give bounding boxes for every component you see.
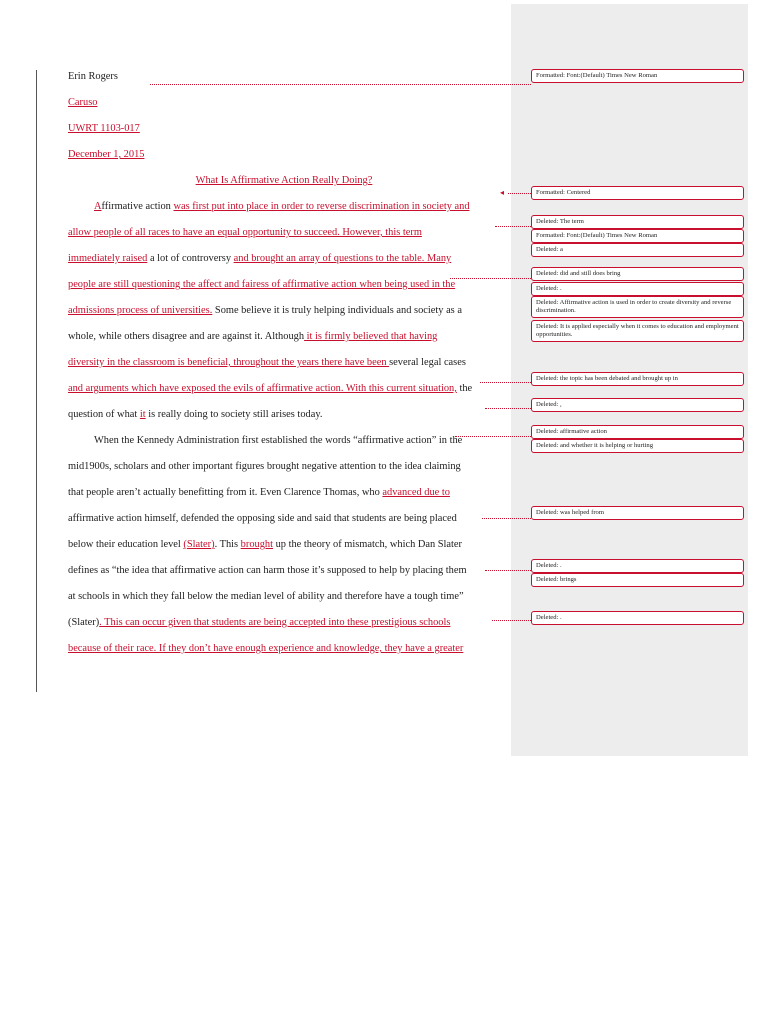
inserted-text: people are still questioning the affect and fairess of affirmative action when being used in the: [68, 279, 456, 290]
comment-label: Deleted:: [536, 285, 559, 292]
comment-text: was helped from: [560, 509, 604, 516]
comment-text: .: [560, 562, 562, 569]
comment-label: Formatted:: [536, 72, 565, 79]
text-run: a lot of controversy: [147, 253, 234, 264]
paragraph-line[interactable]: [68, 586, 500, 612]
paragraph-line[interactable]: [68, 560, 500, 586]
text-run: question of what: [68, 409, 140, 420]
comment-label: Deleted:: [536, 428, 559, 435]
comment-label: Formatted:: [536, 189, 565, 196]
document-body[interactable]: [68, 66, 500, 664]
inserted-text: UWRT 1103-017: [68, 123, 140, 134]
comment-text: The term: [559, 218, 584, 225]
text-run: that people aren’t actually benefitting from it. Even Clarence Thomas, who: [68, 487, 383, 498]
comment-balloon[interactable]: [531, 398, 744, 412]
comment-label: Deleted:: [536, 375, 559, 382]
comment-leader-line: [455, 436, 531, 437]
comment-text: ,: [560, 401, 562, 408]
text-run: Some believe it is truly helping individuals and society as a: [212, 305, 462, 316]
paragraph-line[interactable]: [68, 326, 500, 352]
comment-text: a: [560, 246, 563, 253]
comment-balloon[interactable]: [531, 243, 744, 257]
text-run: below their education level: [68, 539, 184, 550]
text-run: several legal cases: [389, 357, 466, 368]
comment-balloon[interactable]: [531, 296, 744, 318]
comment-label: Deleted:: [536, 218, 559, 225]
comment-leader-line: [495, 226, 531, 227]
inserted-text: because of their race. If they don’t have enough experience and knowledge, they have a greater: [68, 643, 464, 654]
inserted-text: advanced due to: [382, 487, 450, 498]
paragraph-line[interactable]: [68, 482, 500, 508]
comment-label: Formatted:: [536, 232, 565, 239]
inserted-text: (Slater): [183, 539, 215, 550]
course-line[interactable]: [68, 118, 500, 144]
paragraph-line[interactable]: [68, 404, 500, 430]
comment-balloon[interactable]: [531, 425, 744, 439]
comment-balloon[interactable]: [531, 186, 744, 200]
text-run: is really doing to society still arises today.: [145, 409, 323, 420]
inserted-text: A: [94, 201, 102, 212]
leader-arrow-icon: ◂: [500, 188, 505, 197]
text-run: at schools in which they fall below the median level of ability and therefore have a tough time”: [68, 591, 464, 602]
comment-text: .: [560, 614, 562, 621]
text-run: ffirmative action: [101, 201, 174, 212]
comment-leader-line: [482, 518, 531, 519]
comment-label: Deleted:: [536, 562, 559, 569]
comment-balloon[interactable]: [531, 573, 744, 587]
comment-balloon[interactable]: [531, 439, 744, 453]
comment-text: Affirmative action is used in order to create diversity and reverse discrimination.: [536, 299, 732, 314]
text-run: When the Kennedy Administration first established the words “affirmative action” in the: [94, 435, 463, 446]
comment-balloon[interactable]: [531, 559, 744, 573]
inserted-text: and arguments which have exposed the evils of affirmative action. With this current situation,: [68, 383, 457, 394]
comment-balloon[interactable]: [531, 282, 744, 296]
inserted-text: Caruso: [68, 97, 98, 108]
comment-label: Deleted:: [536, 614, 559, 621]
comment-text: Font:(Default) Times New Roman: [566, 72, 658, 79]
comment-leader-line: [508, 193, 531, 194]
inserted-text: December 1, 2015: [68, 149, 145, 160]
paragraph-line[interactable]: [68, 222, 500, 248]
text-run: (Slater): [68, 617, 100, 628]
inserted-text: and brought an array of questions to the table. Many: [233, 253, 452, 264]
instructor-line[interactable]: [68, 92, 500, 118]
text-run: defines as “the idea that affirmative action can harm those it’s supposed to help by placing them: [68, 565, 467, 576]
text-run: up the theory of mismatch, which Dan Slater: [273, 539, 463, 550]
change-bar: [36, 70, 37, 692]
comment-leader-line: [485, 570, 531, 571]
comment-leader-line: [450, 278, 531, 279]
comment-leader-line: [480, 382, 531, 383]
text-run: the: [456, 383, 473, 394]
text-run: Erin Rogers: [68, 71, 118, 82]
comment-balloon[interactable]: [531, 267, 744, 281]
paragraph-line[interactable]: [68, 300, 500, 326]
comment-label: Deleted:: [536, 576, 559, 583]
inserted-text: admissions process of universities.: [68, 305, 213, 316]
comment-label: Deleted:: [536, 299, 559, 306]
inserted-text: it is firmly believed that having: [304, 331, 438, 342]
inserted-text: What Is Affirmative Action Really Doing?: [195, 175, 373, 186]
comment-balloon[interactable]: [531, 611, 744, 625]
text-run: whole, while others disagree and are against it. Although: [68, 331, 305, 342]
comment-text: brings: [560, 576, 577, 583]
comment-text: affirmative action: [560, 428, 607, 435]
inserted-text: brought: [240, 539, 273, 550]
comment-leader-line: [492, 620, 531, 621]
comment-label: Deleted:: [536, 323, 559, 330]
inserted-text: . This can occur given that students are being accepted into these prestigious schools: [99, 617, 451, 628]
inserted-text: it: [139, 409, 146, 420]
document-title[interactable]: [68, 170, 500, 196]
comment-text: and whether it is helping or hurting: [560, 442, 654, 449]
text-run: affirmative action himself, defended the opposing side and said that students are being placed: [68, 513, 457, 524]
inserted-text: diversity in the classroom is beneficial, throughout the years there have been: [68, 357, 390, 368]
comment-balloon[interactable]: [531, 69, 744, 83]
author-line[interactable]: [68, 66, 500, 92]
inserted-text: was first put into place in order to reverse discrimination in society and: [173, 201, 470, 212]
text-run: . This: [214, 539, 241, 550]
comment-label: Deleted:: [536, 442, 559, 449]
paragraph-line[interactable]: [68, 274, 500, 300]
paragraph-line[interactable]: [68, 638, 500, 664]
comment-label: Deleted:: [536, 246, 559, 253]
comment-leader-line: [150, 84, 531, 85]
comment-balloon[interactable]: [531, 215, 744, 229]
paragraph-line[interactable]: [68, 508, 500, 534]
paragraph-line[interactable]: [68, 612, 500, 638]
comment-leader-line: [485, 408, 531, 409]
comment-text: .: [560, 285, 562, 292]
comment-label: Deleted:: [536, 270, 559, 277]
paragraph-line[interactable]: [68, 352, 500, 378]
comment-text: Centered: [566, 189, 591, 196]
inserted-text: immediately raised: [68, 253, 148, 264]
paragraph-line[interactable]: [68, 248, 500, 274]
comment-balloon[interactable]: [531, 229, 744, 243]
comment-balloon[interactable]: [531, 320, 744, 342]
comment-text: did and still does bring: [560, 270, 621, 277]
comment-label: Deleted:: [536, 401, 559, 408]
inserted-text: allow people of all races to have an equal opportunity to succeed. However, this term: [68, 227, 422, 238]
text-run: mid1900s, scholars and other important figures brought negative attention to the idea claiming: [68, 461, 461, 472]
comment-label: Deleted:: [536, 509, 559, 516]
paragraph-line[interactable]: [68, 430, 500, 456]
paragraph-line[interactable]: [68, 456, 500, 482]
paragraph-line[interactable]: [68, 534, 500, 560]
paragraph-line[interactable]: [68, 378, 500, 404]
comment-balloon[interactable]: [531, 372, 744, 386]
comment-balloon[interactable]: [531, 506, 744, 520]
comment-text: the topic has been debated and brought up in: [560, 375, 678, 382]
comment-text: It is applied especially when it comes to education and employment opportunities.: [536, 323, 739, 338]
date-line[interactable]: [68, 144, 500, 170]
paragraph-line[interactable]: [68, 196, 500, 222]
comment-text: Font:(Default) Times New Roman: [566, 232, 658, 239]
